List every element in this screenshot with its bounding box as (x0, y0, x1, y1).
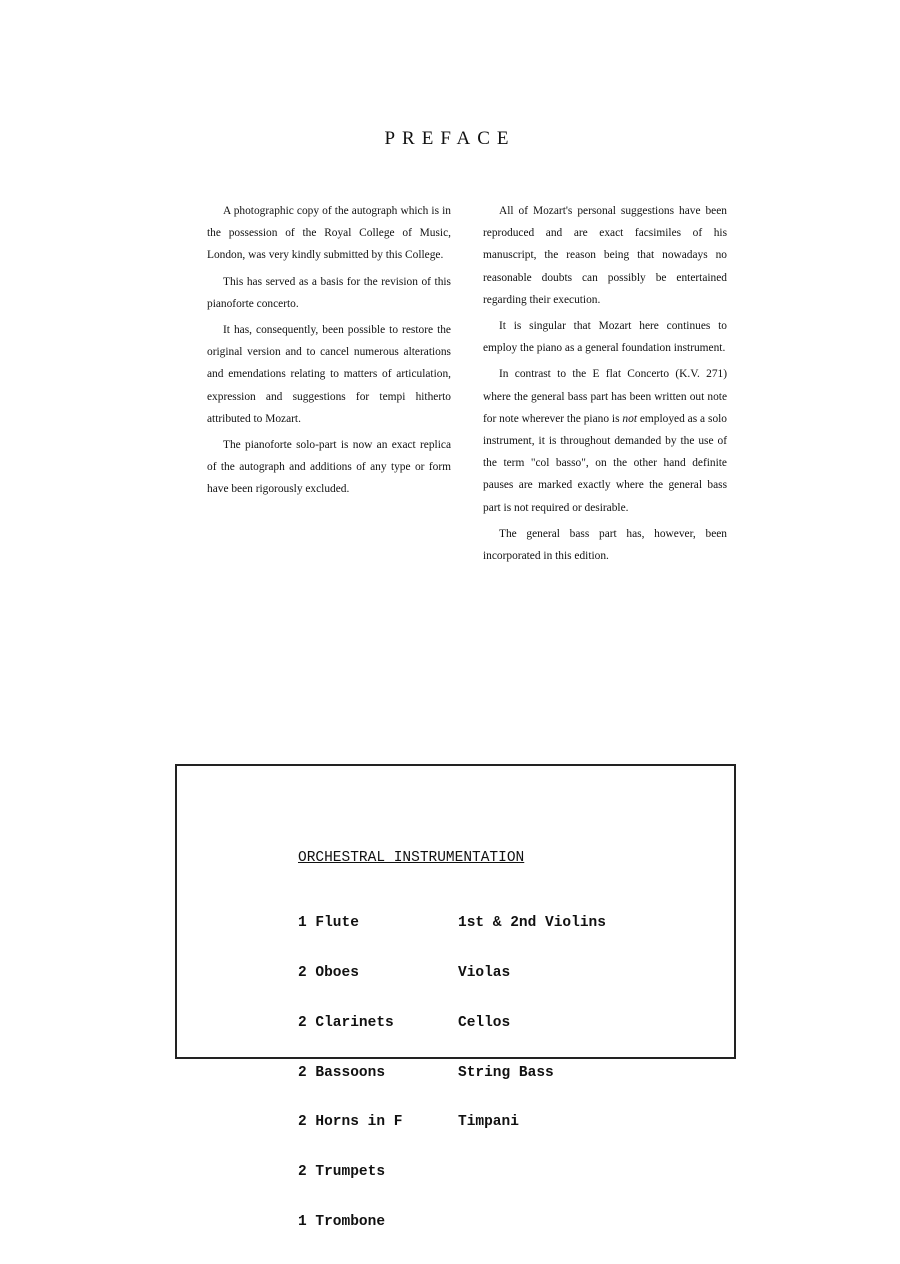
list-item: Cellos (458, 1014, 511, 1031)
list-item: 2 Bassoons (298, 1064, 386, 1081)
list-item: 1 Flute (298, 915, 359, 932)
paragraph-text: employed as a solo instrument, it is throughout demanded by the use of the term "col basso", on the other hand definite pauses are marked exactly where the general bass part is not required or desirable. (483, 412, 727, 514)
preface-right-column (483, 200, 727, 571)
list-item: Timpani (458, 1114, 519, 1131)
emphasis-text: not (622, 412, 637, 425)
list-item: 1 Trombone (298, 1213, 386, 1230)
list-item: 2 Horns in F (298, 1114, 403, 1131)
paragraph: This has served as a basis for the revision of this pianoforte concerto. (207, 275, 451, 310)
list-item: 2 Oboes (298, 964, 359, 981)
instrumentation-title: ORCHESTRAL INSTRUMENTATION (298, 850, 525, 866)
paragraph (483, 363, 727, 518)
paragraph: A photographic copy of the autograph which is in the possession of the Royal College of Music, London, was very kindly submitted by this College. (207, 205, 451, 262)
paragraph: The pianoforte solo-part is now an exact replica of the autograph and additions of any type or form have been rigorously excluded. (207, 439, 451, 496)
list-item: String Bass (458, 1064, 554, 1081)
strings-list (458, 882, 606, 1164)
paragraph: It is singular that Mozart here continues to employ the piano as a general foundation instrument. (483, 320, 727, 355)
list-item: 2 Clarinets (298, 1014, 394, 1031)
paragraph: The general bass part has, however, been incorporated in this edition. (483, 527, 727, 563)
list-item: 1st & 2nd Violins (458, 915, 606, 932)
instrumentation-box (175, 764, 736, 1230)
paragraph: It has, consequently, been possible to restore the original version and to cancel numerous alterations and emendations relating to matters of articulation, expression and suggestions for tempi hitherto attributed to Mozart. (207, 324, 451, 425)
page-title: PREFACE (384, 128, 516, 149)
list-item: 2 Trumpets (298, 1164, 386, 1181)
paragraph-text: In contrast to the E flat Concerto (K.V. 271) where the general bass part has been written out note for note wherever the piano is (483, 368, 727, 425)
list-item: Violas (458, 964, 511, 981)
winds-list (298, 882, 402, 1264)
paragraph: All of Mozart's personal suggestions have been reproduced and are exact facsimiles of his manuscript, the reason being that nowadays no reasonable doubts can possibly be entertained regarding their execution. (483, 205, 727, 306)
preface-left-column (207, 200, 451, 505)
